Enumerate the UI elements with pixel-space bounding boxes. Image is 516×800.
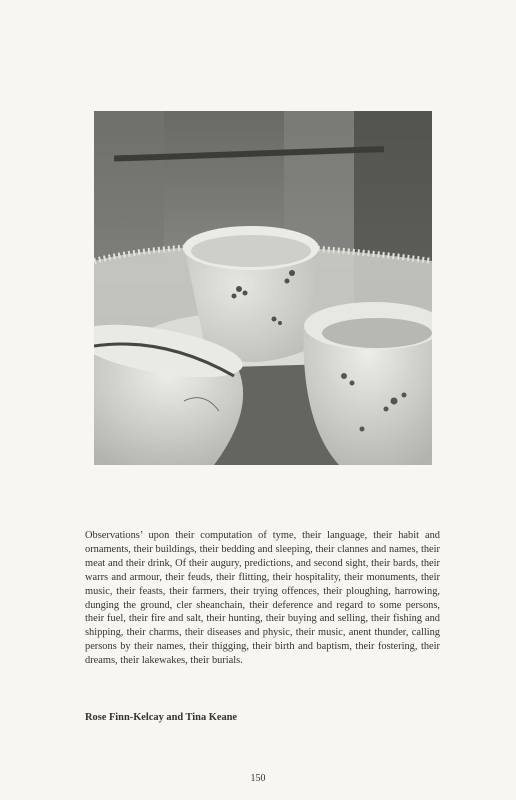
photograph-teacups (94, 111, 432, 465)
author-credit: Rose Finn-Kelcay and Tina Keane (85, 712, 238, 723)
page-number: 150 (250, 773, 266, 784)
body-paragraph: Observations’ upon their computation of tyme, their language, their habit and ornaments, their buildings, their bedding and sleeping, their clannes and names, their meat and their drink, Of their augury, predictions, and second sight, their bards, their warrs and armour, their feuds, their flitting, their hospitality, their monuments, their music, their feasts, their farmers, their trying offences, their ploughing, harrowing, dunging the ground, cler sheanchain, their deference and regard to some persons, their fuel, their fire and salt, their hunting, their buying and selling, their fishing and shipping, their charms, their diseases and physic, their music, anent thunder, calling persons by their names, their thigging, their birth and baptism, their fostering, their dreams, their lakewakes, their burials. (85, 530, 440, 667)
